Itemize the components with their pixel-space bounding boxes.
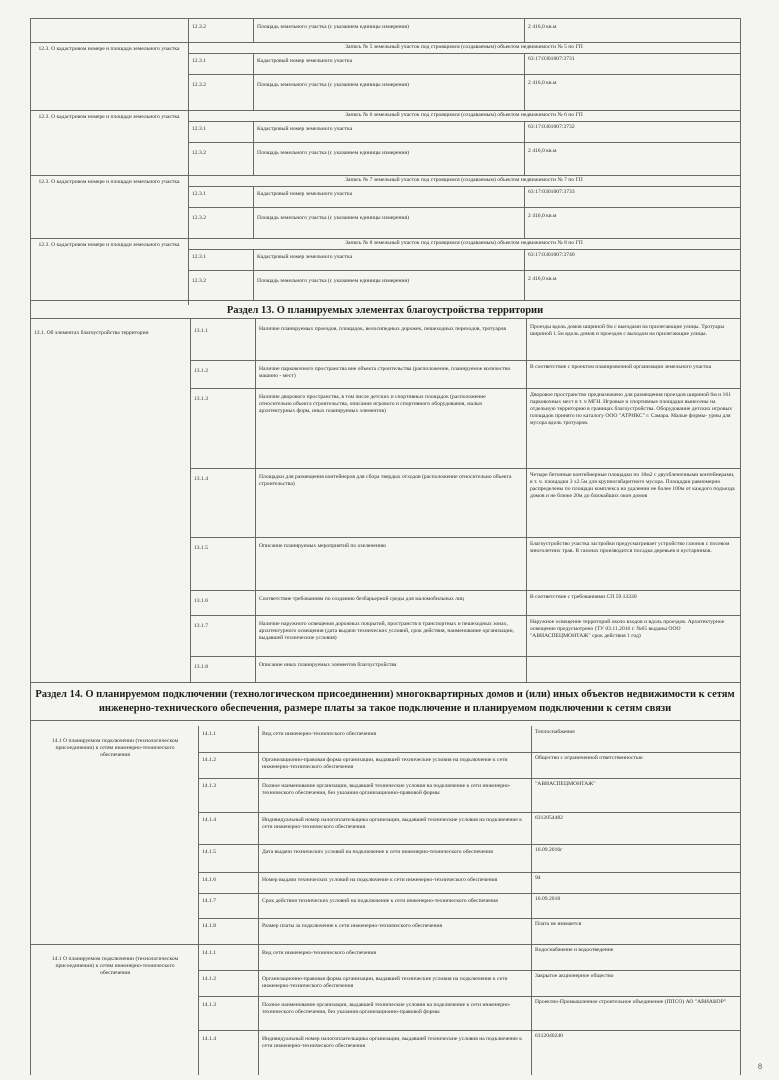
row-label: Наличие парковочного пространства вне объекта строительства (расположение, планируемое количество машино - мест) bbox=[259, 366, 511, 379]
table-rule bbox=[198, 970, 740, 971]
row-number: 12.3.2 bbox=[192, 150, 206, 156]
row-value: Теплоснабжение bbox=[535, 729, 575, 735]
table-rule bbox=[190, 656, 740, 657]
row-label: Площадь земельного участка (с указанием единицы измерения) bbox=[257, 215, 409, 221]
table-rule bbox=[524, 53, 525, 110]
section-14-title-line1: Раздел 14. О планируемом подключении (технологическом присоединении) многоквартирных домов и (или) иных объектов недвижимости к сетям bbox=[35, 689, 735, 700]
row-number: 12.3.2 bbox=[192, 215, 206, 221]
section-14-group-label: 14.1 О планируемом подключении (технологическом присоединении) к сетям инженерно-технического обеспечения bbox=[51, 956, 179, 976]
section-13-title: Раздел 13. О планируемых элементах благоустройства территории bbox=[226, 305, 544, 316]
row-label: Срок действия технических условий на подключение к сети инженерно-технического обеспечения bbox=[262, 898, 498, 904]
table-rule bbox=[255, 318, 256, 682]
row-label: Площадь земельного участка (с указанием единицы измерения) bbox=[257, 24, 409, 30]
row-number: 13.1.1 bbox=[194, 328, 208, 334]
row-label: Описание планируемых мероприятий по озеленению bbox=[259, 543, 387, 549]
table-rule bbox=[198, 872, 740, 873]
row-value: 6312054482 bbox=[535, 815, 563, 821]
table-rule bbox=[188, 18, 189, 305]
row-label: Площадь земельного участка (с указанием единицы измерения) bbox=[257, 150, 409, 156]
table-rule bbox=[30, 18, 740, 19]
row-label: Полное наименование организации, выдавшей технические условия на подключение к сети инженерно-технического обеспечения, без указания организационно-правовой формы bbox=[262, 1002, 511, 1015]
table-rule bbox=[524, 121, 525, 175]
page-number: 8 bbox=[758, 1062, 762, 1071]
table-rule bbox=[190, 615, 740, 616]
table-rule bbox=[30, 238, 740, 239]
row-value: 2 416,0 кв.м bbox=[528, 213, 557, 219]
cadastral-group-label: 12.3. О кадастровом номере и площади земельного участка bbox=[38, 179, 180, 185]
row-label: Индивидуальный номер налогоплательщика организации, выдавшей технические условия на подключение к сети инженерно-технического обеспечения bbox=[262, 1036, 522, 1049]
row-value: 16.09.2018 bbox=[535, 896, 561, 902]
row-label: Наличие дворового пространства, в том числе детских и спортивных площадок (расположение относительно объекта строительства, описание игрового и спортивного оборудования, малых архитектурных форм, иных планируемых элементов) bbox=[259, 394, 486, 414]
row-value: 2 416,0 кв.м bbox=[528, 276, 557, 282]
table-rule bbox=[190, 318, 191, 682]
table-rule bbox=[30, 110, 740, 111]
row-value: Общество с ограниченной ответственностью bbox=[535, 755, 643, 761]
row-label: Номер выдачи технических условий на подключение к сети инженерно-технического обеспечения bbox=[262, 877, 498, 883]
row-label: Кадастровый номер земельного участка bbox=[257, 126, 353, 132]
row-value: 94 bbox=[535, 875, 541, 881]
row-number: 14.1.1 bbox=[202, 731, 216, 737]
row-value: Благоустройство участка застройки предусматривает устройство газонов с посевом многолетних трав. В газонах производится посадка деревьев и кустарников. bbox=[530, 541, 730, 554]
table-rule bbox=[188, 207, 740, 208]
row-value: Проезды вдоль домов шириной 6м с выездами на прилегающие улицы. Тротуары шириной 1.5м вдоль домов и проездов с выходом на прилегающие улицы. bbox=[530, 324, 725, 337]
section-14-group-label: 14.1 О планируемом подключении (технологическом присоединении) к сетям инженерно-технического обеспечения bbox=[51, 738, 179, 758]
row-number: 12.3.1 bbox=[192, 126, 206, 132]
row-number: 13.1.8 bbox=[194, 664, 208, 670]
row-value: Наружное освещение территорий около входов и вдоль проездов. Архитектурное освещение предусмотрено (ТУ 03.11.2016 г. №65 выданы ООО "АВИАСПЕЦМОНТАЖ" срок действия 1 год) bbox=[530, 619, 725, 639]
row-value: "АВИАСПЕЦМОНТАЖ" bbox=[535, 781, 596, 787]
row-label: Кадастровый номер земельного участка bbox=[257, 254, 353, 260]
row-label: Организационно-правовая форма организации, выдавшей технические условия на подключение к сети инженерно-технического обеспечения bbox=[262, 976, 508, 989]
row-number: 12.3.2 bbox=[192, 82, 206, 88]
row-number: 14.1.3 bbox=[202, 1002, 216, 1008]
cadastral-record-header: Запись № 7 земельный участок под строящимся (создаваемым) объектом недвижимости № 7 по ГП bbox=[345, 177, 583, 183]
table-rule bbox=[188, 270, 740, 271]
row-value: 2 416,0 кв.м bbox=[528, 148, 557, 154]
table-rule bbox=[30, 720, 740, 721]
table-rule bbox=[188, 186, 740, 187]
table-rule bbox=[30, 944, 740, 945]
section-14-title-line2: инженерно-технического обеспечения, размере платы за такое подключение и планируемом подключении к сетям связи bbox=[98, 703, 672, 714]
table-rule bbox=[253, 249, 254, 300]
row-value: 63:17:0301007:3732 bbox=[528, 124, 575, 130]
row-number: 14.1.7 bbox=[202, 898, 216, 904]
table-rule bbox=[740, 682, 741, 1075]
row-value: 6312040240 bbox=[535, 1033, 563, 1039]
row-value: Водоснабжение и водоотведение bbox=[535, 947, 614, 953]
cadastral-group-label: 12.3. О кадастровом номере и площади земельного участка bbox=[38, 46, 180, 52]
row-number: 14.1.6 bbox=[202, 877, 216, 883]
row-label: Соответствие требованиям по созданию безбарьерной среды для маломобильных лиц bbox=[259, 596, 464, 602]
row-number: 12.3.1 bbox=[192, 58, 206, 64]
table-rule bbox=[190, 468, 740, 469]
table-rule bbox=[198, 893, 740, 894]
row-value: 63:17:0301007:3740 bbox=[528, 252, 575, 258]
row-number: 14.1.4 bbox=[202, 817, 216, 823]
row-number: 13.1.2 bbox=[194, 368, 208, 374]
row-label: Площадь земельного участка (с указанием единицы измерения) bbox=[257, 278, 409, 284]
row-label: Организационно-правовая форма организации, выдавшей технические условия на подключение к сети инженерно-технического обеспечения bbox=[262, 757, 508, 770]
row-value: В соответствие с проектом планировочной организации земельного участка bbox=[530, 364, 712, 370]
row-number: 12.3.2 bbox=[192, 24, 206, 30]
row-number: 14.1.2 bbox=[202, 976, 216, 982]
table-rule bbox=[30, 18, 31, 305]
table-rule bbox=[190, 360, 740, 361]
table-rule bbox=[190, 590, 740, 591]
table-rule bbox=[30, 300, 740, 301]
row-number: 14.1.5 bbox=[202, 849, 216, 855]
row-label: Полное наименование организации, выдавшей технические условия на подключение к сети инженерно-технического обеспечения, без указания организационно-правовой формы bbox=[262, 783, 511, 796]
table-rule bbox=[524, 186, 525, 238]
row-value: 16.09.2016г bbox=[535, 847, 563, 853]
row-label: Индивидуальный номер налогоплательщика организации, выдавшей технические условия на подключение к сети инженерно-технического обеспечения bbox=[262, 817, 522, 830]
table-rule bbox=[30, 300, 31, 682]
row-number: 13.1.7 bbox=[194, 623, 208, 629]
table-rule bbox=[253, 121, 254, 175]
row-number: 14.1.8 bbox=[202, 923, 216, 929]
row-value: 63:17:0301007:3731 bbox=[528, 56, 575, 62]
row-value: Проектно-Промышленное строительное объединение (ППСО) АО "АВИАКОР" bbox=[535, 999, 726, 1005]
row-number: 14.1.2 bbox=[202, 757, 216, 763]
row-label: Описание иных планируемых элементов благоустройства bbox=[259, 662, 397, 668]
row-number: 12.3.1 bbox=[192, 254, 206, 260]
row-value: Четыре бетонные контейнерные площадки по 18м2 с двухбленочными контейнерами, в т. ч. площадки 3 х2.5м для крупногабаритного мусора. Площадки равномерно распределены по площади комплекса на удалении не более 100м от каждого подъезда домов и не ближе 20м до ближайших окон домов bbox=[530, 472, 735, 499]
row-label: Площадь земельного участка (с указанием единицы измерения) bbox=[257, 82, 409, 88]
table-rule bbox=[253, 186, 254, 238]
row-number: 14.1.1 bbox=[202, 950, 216, 956]
cadastral-record-header: Запись № 6 земельный участок под строящимся (создаваемым) объектом недвижимости № 6 по ГП bbox=[345, 112, 583, 118]
table-rule bbox=[524, 18, 525, 42]
cadastral-group-label: 12.3. О кадастровом номере и площади земельного участка bbox=[38, 242, 180, 248]
table-rule bbox=[198, 812, 740, 813]
row-label: Размер платы за подключение к сети инженерно-технического обеспечения bbox=[262, 923, 443, 929]
cadastral-record-header: Запись № 8 земельный участок под строящимся (создаваемым) объектом недвижимости № 8 по ГП bbox=[345, 240, 583, 246]
row-number: 13.1.3 bbox=[194, 396, 208, 402]
row-value: Дворовое пространство предназначено для размещения проездов шириной 6м и 161 парковочных мест в т. ч МГН. Игровые и спортивные площадки вынесены на отдельную территорию в границах благоустройства. Оборудование детских игровых площадок принято по каталогу ООО "АТРИКС" г. Самара. Малые формы- урны для мусора вдоль тротуаров. bbox=[530, 392, 733, 426]
table-rule bbox=[740, 18, 741, 305]
row-value: 63:17:0301007:3733 bbox=[528, 189, 575, 195]
row-label: Кадастровый номер земельного участка bbox=[257, 58, 353, 64]
row-label: Наличие планируемых проездов, площадок, велосипедных дорожек, пешеходных переходов, тротуаров bbox=[259, 326, 507, 332]
table-rule bbox=[740, 300, 741, 682]
table-rule bbox=[524, 249, 525, 300]
table-rule bbox=[30, 682, 31, 1075]
table-rule bbox=[30, 682, 740, 683]
row-number: 13.1.6 bbox=[194, 598, 208, 604]
table-rule bbox=[188, 121, 740, 122]
table-rule bbox=[30, 175, 740, 176]
row-label: Вид сети инженерно-технического обеспечения bbox=[262, 731, 377, 737]
row-label: Наличие наружного освещения дорожных покрытий, пространств в транспортных и пешеходных зонах, архитектурного освещения (дата выдачи технических условий, срок действия, наименование организации, выдавшей технические условия) bbox=[259, 621, 514, 641]
row-value: Закрытое акционерное общество bbox=[535, 973, 614, 979]
row-number: 12.3.1 bbox=[192, 191, 206, 197]
row-label: Площадки для размещения контейнеров для сбора твердых отходов (расположение относительно объекта строительства) bbox=[259, 474, 512, 487]
row-number: 13.1.5 bbox=[194, 545, 208, 551]
row-label: Кадастровый номер земельного участка bbox=[257, 191, 353, 197]
table-rule bbox=[198, 778, 740, 779]
row-number: 14.1.4 bbox=[202, 1036, 216, 1042]
row-number: 13.1.4 bbox=[194, 476, 208, 482]
table-rule bbox=[188, 142, 740, 143]
table-rule bbox=[190, 537, 740, 538]
table-rule bbox=[30, 42, 740, 43]
row-value: 2 416,0 кв.м bbox=[528, 80, 557, 86]
row-number: 12.3.2 bbox=[192, 278, 206, 284]
row-value: 2 416,0 кв.м bbox=[528, 24, 557, 30]
table-rule bbox=[198, 918, 740, 919]
row-value: В соответствие с требованиями СП 59.13330 bbox=[530, 594, 637, 600]
table-rule bbox=[198, 752, 740, 753]
row-label: Дата выдачи технических условий на подключение к сети инженерно-технического обеспечения bbox=[262, 849, 493, 855]
row-label: Вид сети инженерно-технического обеспечения bbox=[262, 950, 377, 956]
table-rule bbox=[188, 74, 740, 75]
table-rule bbox=[253, 18, 254, 42]
table-rule bbox=[190, 388, 740, 389]
section-13-group-label: 13.1. Об элементах благоустройства территории bbox=[34, 330, 149, 336]
cadastral-record-header: Запись № 5 земельный участок под строящимся (создаваемым) объектом недвижимости № 5 по ГП bbox=[345, 44, 583, 50]
table-rule bbox=[253, 53, 254, 110]
row-value: Плата не взимается bbox=[535, 921, 582, 927]
table-rule bbox=[198, 996, 740, 997]
table-rule bbox=[198, 844, 740, 845]
table-rule bbox=[30, 318, 740, 319]
table-rule bbox=[526, 318, 527, 682]
table-rule bbox=[188, 53, 740, 54]
cadastral-group-label: 12.3. О кадастровом номере и площади земельного участка bbox=[38, 114, 180, 120]
row-number: 14.1.3 bbox=[202, 783, 216, 789]
table-rule bbox=[188, 249, 740, 250]
table-rule bbox=[198, 1030, 740, 1031]
